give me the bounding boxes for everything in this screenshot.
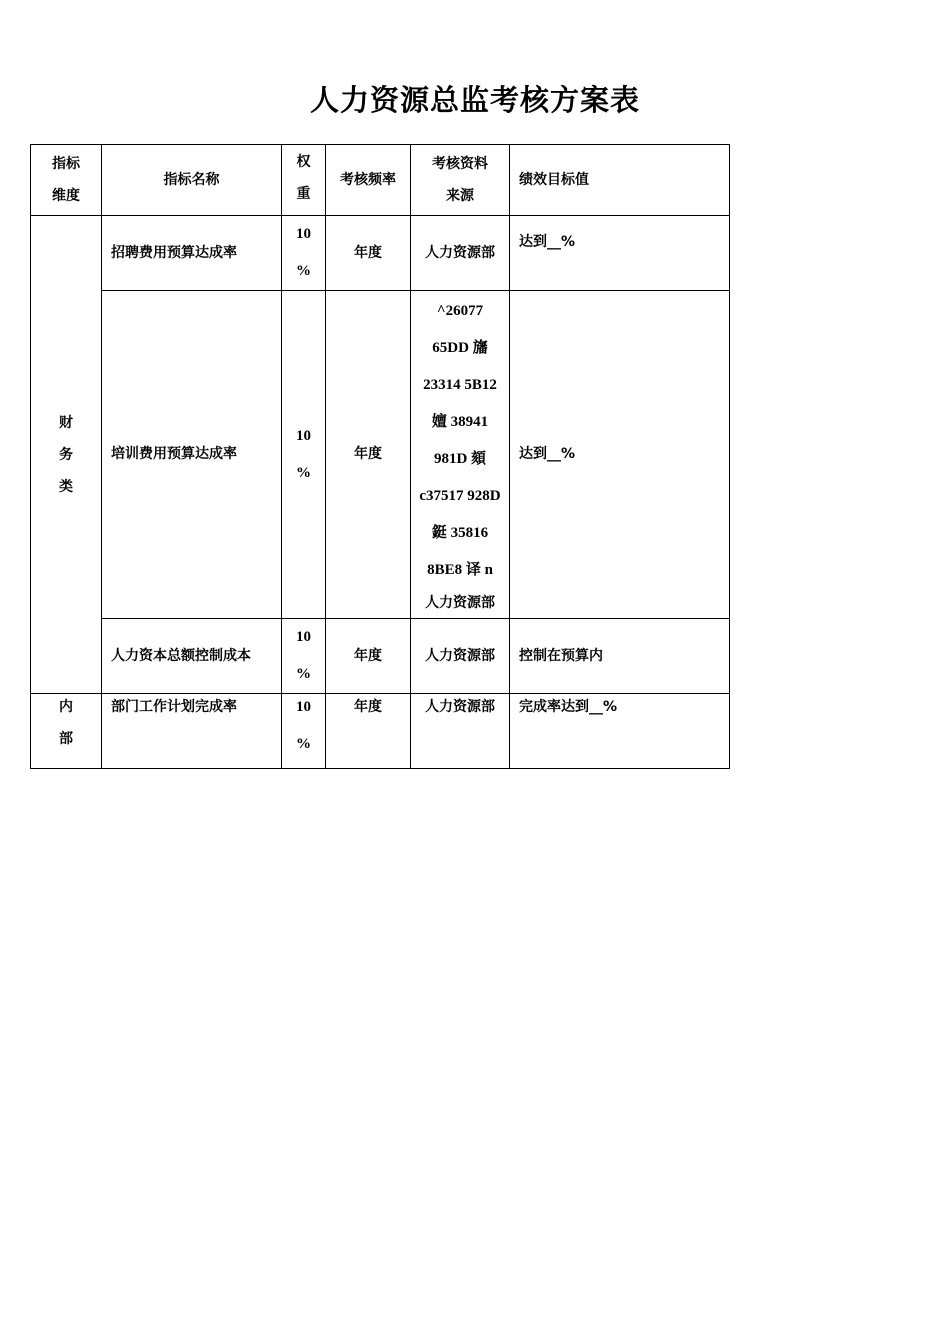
header-dimension: 指标 维度 (31, 145, 102, 216)
table-row (31, 291, 730, 619)
header-name: 指标名称 (102, 145, 282, 216)
indicator-weight: 10 % (282, 216, 326, 291)
table-row (31, 694, 730, 769)
indicator-name: 部门工作计划完成率 (102, 694, 282, 769)
indicator-name: 培训费用预算达成率 (102, 291, 282, 619)
indicator-target: 达到__% (510, 291, 730, 619)
indicator-target: 控制在预算内 (510, 619, 730, 694)
indicator-target: 达到__% (510, 216, 730, 291)
indicator-weight: 10 % (282, 291, 326, 619)
header-weight: 权 重 (282, 145, 326, 216)
table-header-row (31, 145, 730, 216)
indicator-name: 招聘费用预算达成率 (102, 216, 282, 291)
header-source: 考核资料 来源 (411, 145, 510, 216)
indicator-weight: 10 % (282, 619, 326, 694)
header-target: 绩效目标值 (510, 145, 730, 216)
document-title: 人力资源总监考核方案表 (309, 83, 640, 117)
indicator-frequency: 年度 (326, 291, 411, 619)
indicator-source: ^26077 65DD 旛 23314 5B12 嬗 38941 981D 頦 c37517 928D 鋌 35816 8BE8 译 n 人力资源部 (411, 291, 510, 619)
indicator-frequency: 年度 (326, 216, 411, 291)
indicator-weight: 10 % (282, 694, 326, 769)
indicator-name: 人力资本总额控制成本 (102, 619, 282, 694)
indicator-source: 人力资源部 (411, 619, 510, 694)
group-finance: 财 务 类 (31, 216, 102, 694)
indicator-frequency: 年度 (326, 619, 411, 694)
indicator-source: 人力资源部 (411, 216, 510, 291)
assessment-table (30, 144, 730, 769)
header-frequency: 考核频率 (326, 145, 411, 216)
indicator-source: 人力资源部 (411, 694, 510, 769)
indicator-target: 完成率达到__% (510, 694, 730, 769)
indicator-frequency: 年度 (326, 694, 411, 769)
table-row (31, 216, 730, 291)
group-internal: 内 部 (31, 694, 102, 769)
table-row (31, 619, 730, 694)
